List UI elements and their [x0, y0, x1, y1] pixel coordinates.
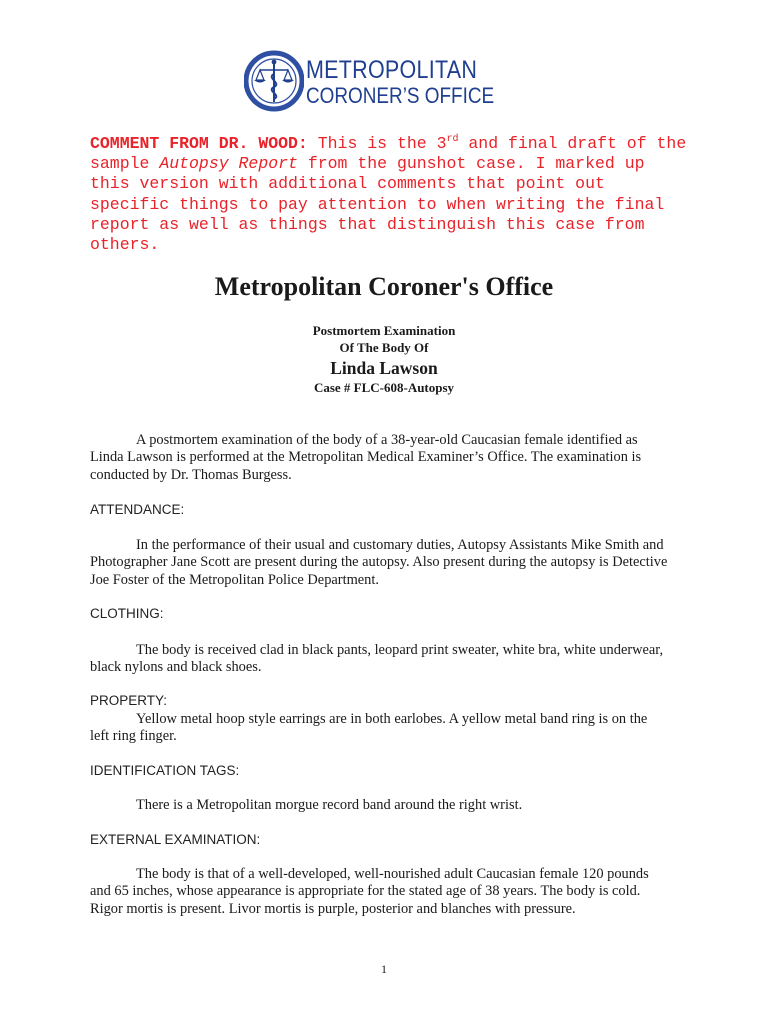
subtitle-line-2: Of The Body Of	[339, 340, 429, 355]
comment-lead: COMMENT FROM DR. WOOD:	[90, 134, 308, 153]
comment-text-2: and final draft of the sample	[90, 134, 687, 174]
comment-italic-title: Autopsy Report	[159, 154, 298, 174]
comment-superscript: rd	[446, 134, 459, 145]
section-heading-attendance: ATTENDANCE:	[90, 502, 185, 517]
caduceus-seal-icon	[244, 50, 304, 112]
section-body-identification: There is a Metropolitan morgue record band around the right wrist.	[136, 797, 523, 813]
intro-paragraph: A postmortem examination of the body of a 38-year-old Caucasian female identified as Linda Lawson is performed at the Metropolitan Medical Examiner’s Office. The examination is conducted by Dr. Thomas Burgess.	[90, 432, 642, 483]
section-body-clothing: The body is received clad in black pants, leopard print sweater, white bra, white underwear, black nylons and black shoes.	[90, 642, 664, 676]
section-heading-external: EXTERNAL EXAMINATION:	[90, 832, 261, 847]
logo-line-metropolitan: METROPOLITAN	[306, 56, 478, 84]
section-heading-identification: IDENTIFICATION TAGS:	[90, 763, 240, 778]
logo-line-coroners-office: CORONER’S OFFICE	[306, 83, 495, 108]
section-heading-property: PROPERTY:	[90, 693, 168, 708]
comment-text-1: This is the 3	[307, 134, 447, 153]
subtitle-line-1: Postmortem Examination	[312, 323, 456, 338]
decedent-name: Linda Lawson	[330, 358, 438, 378]
section-body-property: Yellow metal hoop style earrings are in both earlobes. A yellow metal band ring is on the left ring finger.	[90, 711, 648, 745]
section-body-external: The body is that of a well-developed, well-nourished adult Caucasian female 120 pounds and 65 inches, whose appearance is appropriate for the stated age of 38 years. The body is cold. Rigor mortis is present. Livor mortis is purple, posterior and blanches with pressure.	[90, 866, 649, 917]
section-heading-clothing: CLOTHING:	[90, 606, 164, 621]
case-number: Case # FLC-608-Autopsy	[313, 380, 455, 395]
comment-text-3: from the gunshot case. I marked up this version with additional comments that point out specific things to pay attention to when writing the final report as well as things that distinguish this case from others.	[90, 154, 665, 255]
reviewer-comment	[90, 134, 690, 255]
section-body-attendance: In the performance of their usual and customary duties, Autopsy Assistants Mike Smith and Photographer Jane Scott are present during the autopsy. Also present during the autopsy is Detective Joe Foster of the Metropolitan Police Department.	[90, 537, 668, 588]
document-title: Metropolitan Coroner's Office	[214, 272, 554, 301]
coroner-logo	[244, 50, 514, 114]
page-number: 1	[381, 962, 387, 976]
